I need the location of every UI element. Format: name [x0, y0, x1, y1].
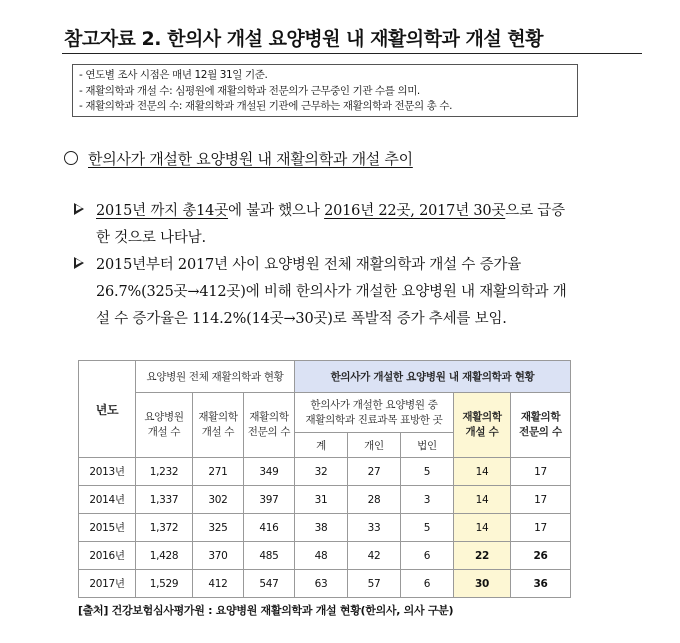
col-hospital-count: 요양병원 개설 수 [136, 393, 193, 458]
cell-hospital: 1,372 [136, 514, 193, 542]
cell-individual: 57 [348, 570, 401, 598]
cell-kom-rehab-open: 14 [454, 486, 511, 514]
cell-kom-rehab-open: 14 [454, 514, 511, 542]
bullet2-line3: 설 수 증가율은 114.2%(14곳→30곳)로 폭발적 증가 추세를 보임. [96, 311, 507, 327]
year-header: 년도 [79, 361, 136, 458]
bullet2-line1: 2015년부터 2017년 사이 요양병원 전체 재활의학과 개설 수 증가율 [96, 257, 522, 273]
cell-year: 2017년 [79, 570, 136, 598]
note-item: - 재활의학과 개설 수: 심평원에 재활의학과 전문의가 근무중인 기관 수를 의미. [79, 84, 420, 97]
note-item: - 연도별 조사 시점은 매년 12월 31일 기준. [79, 69, 268, 81]
note-item: - 재활의학과 전문의 수: 재활의학과 개설된 기관에 근무하는 재활의학과 전문의 총 수. [79, 100, 453, 112]
bullet1-highlight-2: 2016년 22곳, 2017년 30곳 [324, 203, 506, 219]
circle-bullet-icon [64, 151, 78, 165]
cell-hospital: 1,232 [136, 458, 193, 486]
bullet1-highlight-1: 2015년 까지 총14곳 [96, 203, 229, 219]
cell-year: 2015년 [79, 514, 136, 542]
cell-hospital: 1,337 [136, 486, 193, 514]
cell-kom-rehab-doc: 17 [511, 458, 571, 486]
cell-individual: 33 [348, 514, 401, 542]
cell-kom-rehab-open: 14 [454, 458, 511, 486]
bullet1-text-4: 으로 급증 [505, 203, 565, 219]
cell-rehab-doc: 397 [244, 486, 295, 514]
cell-kom-rehab-doc: 26 [511, 542, 571, 570]
bullet1-text-2: 에 불과 했으나 [228, 203, 325, 219]
notes-box [72, 64, 578, 117]
cell-rehab-open: 412 [193, 570, 244, 598]
cell-total: 63 [295, 570, 348, 598]
table-row [79, 486, 571, 514]
cell-corporate: 6 [401, 542, 454, 570]
title-underline [62, 53, 642, 54]
table-row [79, 458, 571, 486]
col-kom-rehab-doctors: 재활의학 전문의 수 [511, 393, 571, 458]
table-row [79, 542, 571, 570]
cell-rehab-open: 302 [193, 486, 244, 514]
cell-rehab-open: 370 [193, 542, 244, 570]
table-row [79, 514, 571, 542]
cell-total: 38 [295, 514, 348, 542]
triangle-bullet-icon [74, 257, 84, 269]
col-rehab-doctors: 재활의학 전문의 수 [244, 393, 295, 458]
cell-rehab-doc: 547 [244, 570, 295, 598]
group2-header: 한의사가 개설한 요양병원 내 재활의학과 현황 [295, 361, 571, 393]
triangle-bullet-icon [74, 203, 84, 215]
cell-rehab-doc: 349 [244, 458, 295, 486]
cell-kom-rehab-doc: 17 [511, 486, 571, 514]
bullet1-line2: 한 것으로 나타남. [96, 230, 206, 246]
col-individual: 개인 [348, 433, 401, 458]
cell-hospital: 1,428 [136, 542, 193, 570]
cell-year: 2014년 [79, 486, 136, 514]
page-title: 참고자료 2. 한의사 개설 요양병원 내 재활의학과 개설 현황 [64, 28, 543, 50]
cell-kom-rehab-doc: 36 [511, 570, 571, 598]
cell-corporate: 5 [401, 458, 454, 486]
bullet-2 [74, 252, 567, 333]
sub-header-kom: 한의사가 개설한 요양병원 중 재활의학과 진료과목 표방한 곳 [295, 393, 454, 433]
bullet2-line2: 26.7%(325곳→412곳)에 비해 한의사가 개설한 요양병원 내 재활의학과 개 [96, 284, 567, 300]
cell-rehab-open: 271 [193, 458, 244, 486]
cell-total: 32 [295, 458, 348, 486]
cell-year: 2016년 [79, 542, 136, 570]
cell-individual: 27 [348, 458, 401, 486]
cell-rehab-open: 325 [193, 514, 244, 542]
cell-corporate: 5 [401, 514, 454, 542]
col-total: 계 [295, 433, 348, 458]
cell-kom-rehab-doc: 17 [511, 514, 571, 542]
cell-kom-rehab-open: 30 [454, 570, 511, 598]
rehab-status-table [78, 360, 571, 598]
bullet-1 [74, 198, 565, 252]
col-corporate: 법인 [401, 433, 454, 458]
col-kom-rehab-open: 재활의학 개설 수 [454, 393, 511, 458]
section-title: 한의사가 개설한 요양병원 내 재활의학과 개설 추이 [88, 150, 413, 168]
cell-kom-rehab-open: 22 [454, 542, 511, 570]
cell-rehab-doc: 416 [244, 514, 295, 542]
cell-individual: 28 [348, 486, 401, 514]
cell-hospital: 1,529 [136, 570, 193, 598]
source-note: [출처] 건강보험심사평가원 : 요양병원 재활의학과 개설 현황(한의사, 의사 구분) [78, 604, 454, 617]
cell-individual: 42 [348, 542, 401, 570]
cell-year: 2013년 [79, 458, 136, 486]
cell-corporate: 6 [401, 570, 454, 598]
cell-rehab-doc: 485 [244, 542, 295, 570]
table-row [79, 570, 571, 598]
col-rehab-open: 재활의학 개설 수 [193, 393, 244, 458]
section-heading [64, 148, 413, 169]
cell-corporate: 3 [401, 486, 454, 514]
cell-total: 31 [295, 486, 348, 514]
group1-header: 요양병원 전체 재활의학과 현황 [136, 361, 295, 393]
cell-total: 48 [295, 542, 348, 570]
